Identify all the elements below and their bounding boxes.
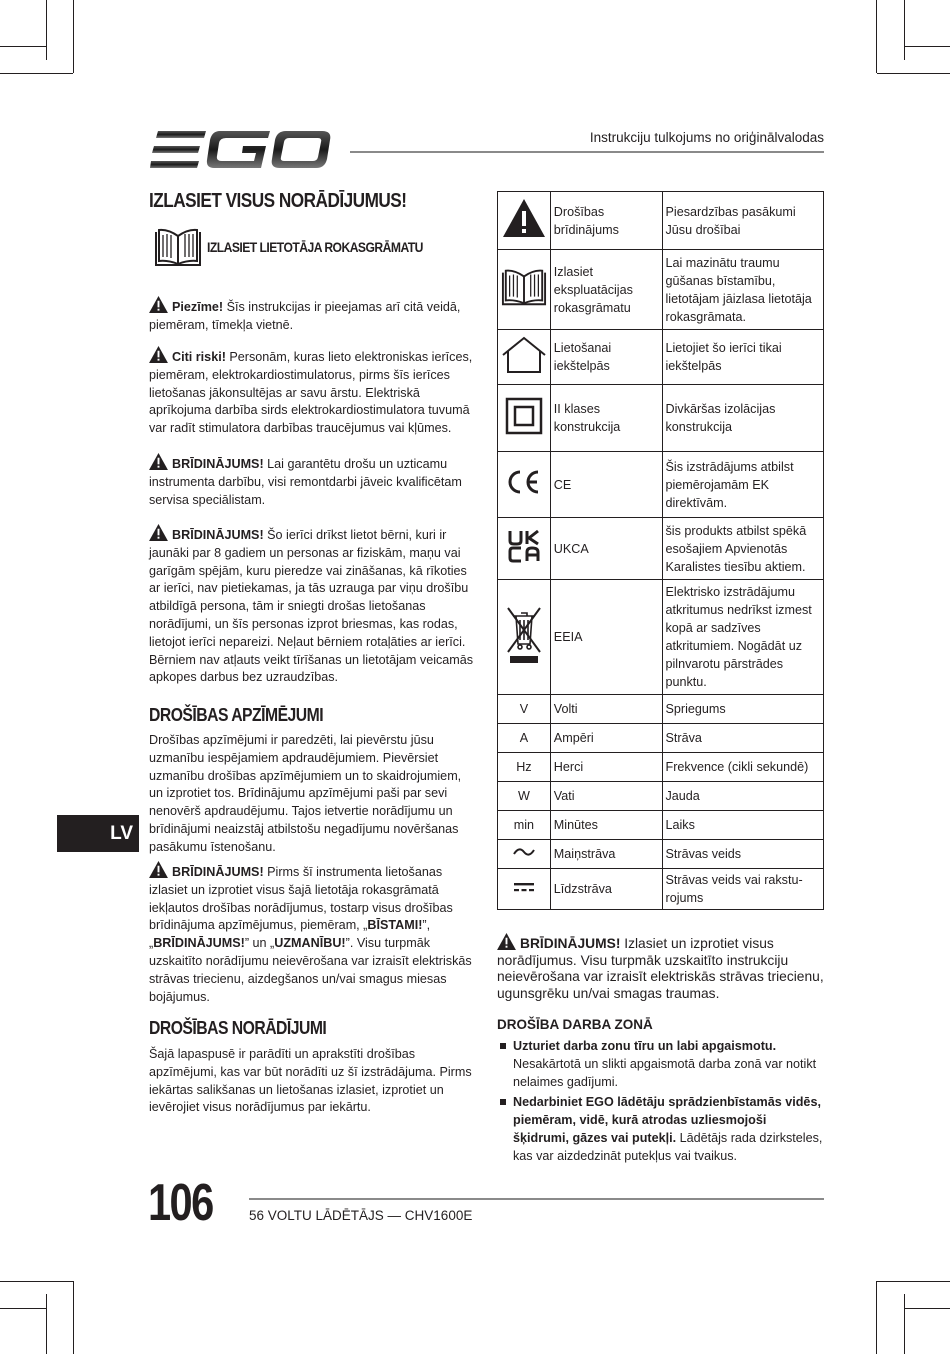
symbol-meaning: Šis izstrādājums atbilst piemērojamām EK direktīvām. (662, 452, 824, 518)
table-row (498, 452, 824, 518)
weee-bin-icon (504, 604, 544, 666)
crop-mark (904, 46, 950, 47)
symbol-meaning: Divkāršas izolācijas konstrukcija (662, 385, 824, 452)
warning-text: ”. Visu turpmāk uzskaitīto norādījumu neievērošana var izraisīt elektriskās strāvas triecienu, aizdegšanos un/vai smagus miesas bojājumus. (149, 936, 472, 1004)
crop-mark (876, 1281, 877, 1354)
symbol-name: Maiņstrāva (550, 840, 662, 869)
indoor-house-icon (500, 335, 548, 375)
symbols-table (497, 191, 824, 910)
symbol-cell (498, 192, 551, 250)
crop-mark (877, 1281, 950, 1282)
section-title-safety-symbols: DROŠĪBAS APZĪMĒJUMI (149, 704, 324, 725)
crop-mark (0, 1281, 73, 1282)
symbol-meaning: šis produkts atbilst spēkā esošajiem Apvienotās Karalistes tiesību aktiem. (662, 518, 824, 580)
list-item (497, 1037, 824, 1091)
list-item (497, 1093, 824, 1165)
symbol-name: CE (550, 452, 662, 518)
warning-triangle-icon (149, 296, 168, 313)
crop-mark (904, 1308, 950, 1309)
symbol-name: Izlasiet ekspluatācijas rokasgrāmatu (550, 250, 662, 330)
list-item-text: Lādētājs rada dzirksteles, kas var aizdedzināt putekļus vai tvaikus. (513, 1131, 823, 1163)
work-area-list (497, 1037, 824, 1167)
risk-text: Personām, kuras lieto elektroniskas ierīces, piemēram, elektrokardiostimulatorus, pirms šīs ierīces lietošanas jākonsultējas ar savu ārstu. Elektriskā aprīkojuma darbība sirds elektrokardiostimulatora tuvumā var radīt stimulatora darbības traucējumus vai kļūmes. (149, 350, 473, 436)
crop-mark (0, 73, 73, 74)
symbol-meaning: Piesardzības pasākumi Jūsu drošībai (662, 192, 824, 250)
warning-triangle-icon (501, 197, 547, 239)
crop-mark (0, 46, 46, 47)
symbol-name: Herci (550, 753, 662, 782)
unit-symbol: W (498, 782, 551, 811)
symbol-cell (498, 869, 551, 910)
unit-symbol: min (498, 811, 551, 840)
table-row (498, 385, 824, 452)
symbol-meaning: Strāva (662, 724, 824, 753)
risk-paragraph (149, 346, 474, 438)
language-tab: LV (57, 815, 139, 852)
symbol-meaning: Jauda (662, 782, 824, 811)
svg-text:EGO: EGO (150, 128, 153, 129)
crop-mark (73, 1281, 74, 1354)
header-rule (350, 151, 824, 153)
work-area-title: DROŠĪBA DARBA ZONĀ (497, 1017, 653, 1032)
warning-text: Izlasiet un izprotiet visus norādījumus. Visu turpmāk uzskaitīto instrukciju neievērošana var izraisīt elektriskās strāvas triecienu, ugunsgrēku un/vai smagas traumas. (497, 936, 824, 1001)
warning-text: ”, „ (149, 918, 431, 951)
manual-book-icon (154, 226, 202, 268)
safety-instructions-paragraph: Šajā lapaspusē ir parādīti un aprakstīti drošības apzīmējumi, kas var būt norādīti uz šī izstrādājuma. Pirms iekārtas salikšanas un lietošanas izlasiet, izprotiet un ievērojiet visus norādījumus par iekārtu. (149, 1047, 472, 1115)
warning-label: BRĪDINĀJUMS! (172, 865, 264, 879)
symbol-cell (498, 385, 551, 452)
symbol-meaning: Lietojiet šo ierīci tikai iekštelpās (662, 330, 824, 385)
table-row (498, 840, 824, 869)
warning-text: Pirms šī instrumenta lietošanas izlasiet un izprotiet visus šajā lietotāja rokasgrāmatā iekļautos drošības norādījumus, tostarp visus drošības brīdinājuma apzīmējumus, piemēram, „ (149, 865, 453, 933)
page-number: 106 (148, 1174, 213, 1232)
footer-rule (249, 1198, 824, 1200)
symbol-name: Minūtes (550, 811, 662, 840)
warning-label: BRĪDINĀJUMS! (172, 528, 264, 542)
warning-text: ” un „ (244, 936, 275, 951)
symbol-name: Drošības brīdinājums (550, 192, 662, 250)
warning-children-paragraph (149, 524, 474, 687)
symbol-name: II klases konstrukcija (550, 385, 662, 452)
unit-symbol: V (498, 695, 551, 724)
table-row (498, 192, 824, 250)
symbol-cell (498, 452, 551, 518)
warning-repair-paragraph (149, 453, 474, 509)
symbol-name: Lietošanai iekštelpās (550, 330, 662, 385)
symbol-cell (498, 840, 551, 869)
symbol-meaning: Laiks (662, 811, 824, 840)
table-row (498, 695, 824, 724)
ce-mark-icon (504, 467, 544, 497)
danger-term: BĪSTAMI! (367, 918, 423, 933)
crop-mark (904, 1294, 905, 1354)
section-title-safety-instructions: DROŠĪBAS NORĀDĪJUMI (149, 1017, 327, 1038)
warning-triangle-icon (149, 346, 168, 363)
symbol-name: Volti (550, 695, 662, 724)
crop-mark (46, 0, 47, 60)
note-text: Šīs instrukcijas ir pieejamas arī citā veidā, piemēram, tīmekļa vietnē. (149, 300, 461, 332)
table-row (498, 782, 824, 811)
table-row (498, 518, 824, 580)
warning-triangle-icon (149, 453, 168, 470)
note-label: Piezīme! (172, 300, 224, 314)
ac-symbol-icon (512, 845, 536, 859)
symbol-meaning: Spriegums (662, 695, 824, 724)
list-item-bold: Nedarbiniet EGO lādētāju sprādzienbīstamās vidēs, piemēram, vidē, kurā atrodas uzliesmojoši šķidrumi, gāzes vai putekļi. (513, 1095, 821, 1145)
ukca-mark-icon (507, 529, 541, 563)
symbol-meaning: Lai mazinātu traumu gūšanas bīstamību, lietotājam jāizlasa lietotāja rokasgrāmata. (662, 250, 824, 330)
warning-triangle-icon (497, 933, 516, 950)
symbol-name: Ampēri (550, 724, 662, 753)
table-row (498, 724, 824, 753)
symbol-cell (498, 518, 551, 580)
warning-triangle-icon (149, 524, 168, 541)
warning-term: BRĪDINĀJUMS! (153, 936, 245, 951)
translation-note: Instrukciju tulkojums no oriģinālvalodas (589, 130, 824, 145)
symbol-name: UKCA (550, 518, 662, 580)
crop-mark (876, 0, 877, 73)
symbol-meaning: Strāvas veids vai raksturojums (662, 869, 824, 910)
list-item-bold: Uzturiet darba zonu tīru un labi apgaismotu. (513, 1039, 777, 1053)
read-manual-label: IZLASIET LIETOTĀJA ROKASGRĀMATU (207, 240, 423, 255)
table-row (498, 753, 824, 782)
risk-label: Citi riski! (172, 350, 226, 364)
caution-term: UZMANĪBU! (274, 936, 346, 951)
warning-label: BRĪDINĀJUMS! (520, 936, 621, 951)
symbol-cell (498, 330, 551, 385)
list-item-text: Nesakārtotā un slikti apgaismotā darba zonā var notikt nelaimes gadījumi. (513, 1057, 817, 1089)
warning-text: Šo ierīci drīkst lietot bērni, kuri ir jaunāki par 8 gadiem un personas ar fiziskām, maņu vai garīgām spējām, kuru pieredze vai zināšanas, kā rīkoties ar ierīci, nav pietiekamas, ja tās uzrauga par viņu drošību atbildīgā persona, tām ir sniegti drošas lietošanas norādījumi, un šīs personas izprot briesmas, kas rodas, lietojot ierīci nepareizi. Neļaut bērniem rotaļāties ar ierīci. Bērniem nav atļauts veikt tīrīšanas un lietotājam veicamās apkopes darbus bez uzraudzības. (149, 528, 474, 685)
ego-logo (150, 128, 332, 174)
symbol-meaning: Frekvence (cikli sekundē) (662, 753, 824, 782)
table-row (498, 330, 824, 385)
safety-symbols-paragraph: Drošības apzīmējumi ir paredzēti, lai pievērstu jūsu uzmanību iespējamiem apdraudējumiem. Pievērsiet uzmanību drošības apzīmējumiem un to skaidrojumiem, un izprotiet tos. Brīdinājumu apzīmējumi paši par sevi nenovērš apdraudējumu. Tajos ietvertie norādījumu un brīdinājumi neaizstāj atbilstošu negadījumu novēršanas pasākumu īstenošanu. (149, 733, 462, 854)
crop-mark (904, 0, 905, 60)
page-title: IZLASIET VISUS NORĀDĪJUMUS! (149, 190, 407, 212)
note-paragraph (149, 296, 474, 335)
warning-text: Lai garantētu drošu un uzticamu instrumenta darbību, visi remontdarbi jāveic kvalificētam servisa speciālistam. (149, 457, 462, 507)
crop-mark (877, 73, 950, 74)
symbol-cell (498, 580, 551, 695)
warning-label: BRĪDINĀJUMS! (172, 457, 264, 471)
crop-mark (0, 1308, 46, 1309)
crop-mark (46, 1294, 47, 1354)
symbol-meaning: Elektrisko izstrādājumu atkritumus nedrīkst izmest kopā ar sadzīves atkritumiem. Nogādāt uz pilnvarotu pārstrādes punktu. (662, 580, 824, 695)
crop-mark (73, 0, 74, 73)
unit-symbol: A (498, 724, 551, 753)
symbol-name: EEIA (550, 580, 662, 695)
warning-triangle-icon (149, 861, 168, 878)
table-row (498, 250, 824, 330)
symbol-cell (498, 250, 551, 330)
product-name: 56 VOLTU LĀDĒTĀJS — CHV1600E (249, 1208, 473, 1223)
table-row (498, 580, 824, 695)
warning-read-paragraph (149, 861, 474, 1006)
table-row (498, 869, 824, 910)
table-row (498, 811, 824, 840)
symbol-name: Līdzstrāva (550, 869, 662, 910)
warning-read-all-paragraph (497, 933, 824, 1002)
symbol-name: Vati (550, 782, 662, 811)
symbol-meaning: Strāvas veids (662, 840, 824, 869)
manual-book-icon (501, 266, 547, 308)
unit-symbol: Hz (498, 753, 551, 782)
dc-symbol-icon (512, 880, 536, 894)
class-ii-icon (504, 396, 544, 436)
